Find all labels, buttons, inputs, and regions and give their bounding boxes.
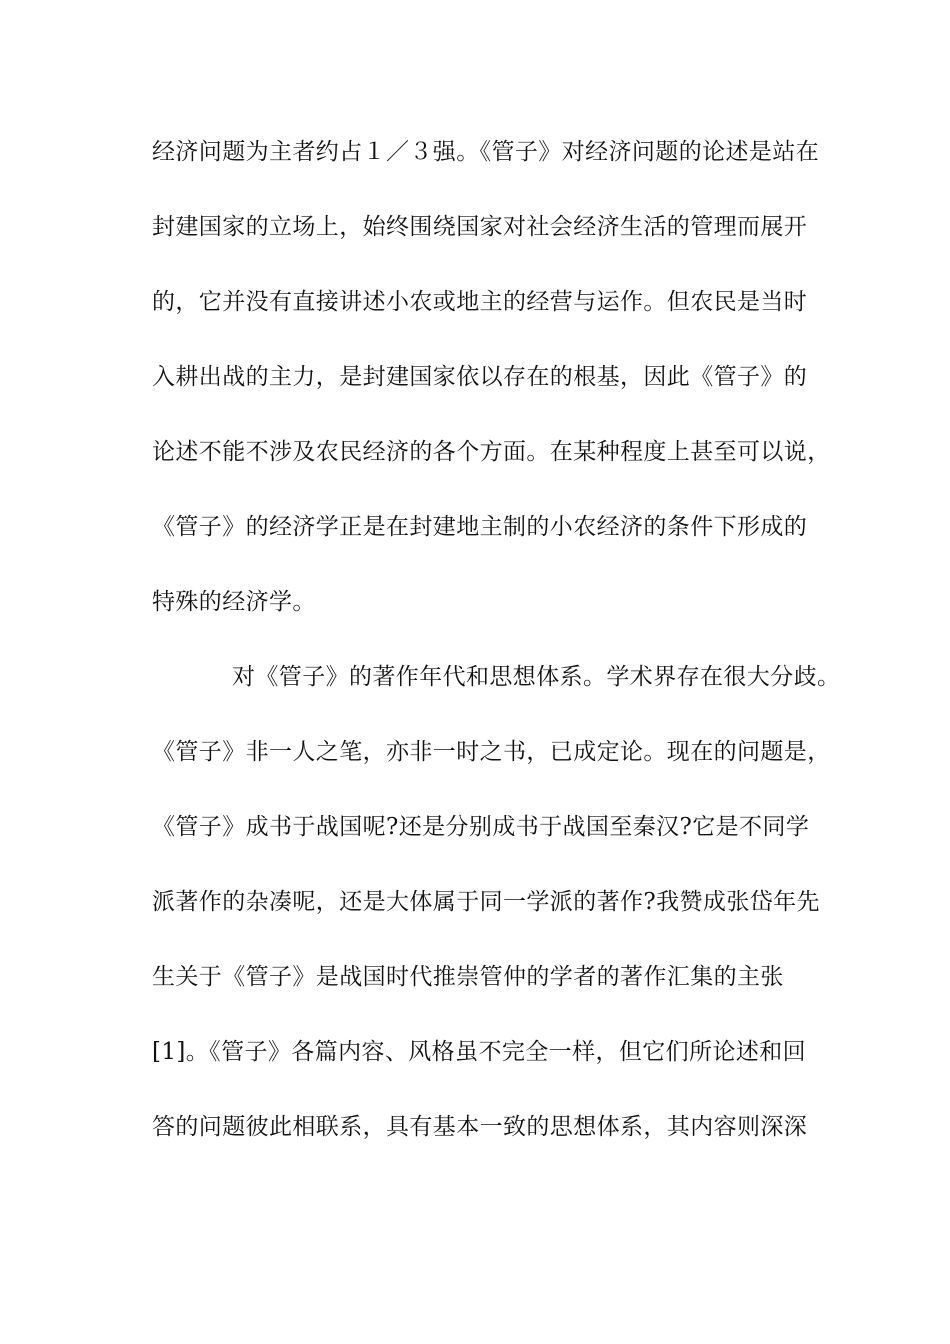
text-line: 特殊的经济学。: [152, 589, 316, 615]
text-line: 《管子》非一人之笔，亦非一时之书，已成定论。现在的问题是，: [152, 739, 831, 765]
text-line: 论述不能不涉及农民经济的各个方面。在某种程度上甚至可以说，: [152, 439, 831, 465]
text-line: [1]。《管子》各篇内容、风格虽不完全一样，但它们所论述和回: [152, 1039, 807, 1065]
text-line: 封建国家的立场上，始终围绕国家对社会经济生活的管理而展开: [152, 214, 808, 240]
text-line: 答的问题彼此相联系，具有基本一致的思想体系，其内容则深深: [152, 1114, 808, 1140]
text-line: 经济问题为主者约占１／３强。《管子》对经济问题的论述是站在: [152, 139, 820, 165]
text-line: 入耕出战的主力，是封建国家依以存在的根基，因此《管子》的: [152, 364, 808, 390]
text-line: 生关于《管子》是战国时代推崇管仲的学者的著作汇集的主张: [152, 964, 784, 990]
text-line: 的，它并没有直接讲述小农或地主的经营与运作。但农民是当时: [152, 289, 808, 315]
text-line: 《管子》的经济学正是在封建地主制的小农经济的条件下形成的: [152, 514, 808, 540]
paragraph-first-line: 对《管子》的著作年代和思想体系。学术界存在很大分歧。: [232, 664, 841, 690]
text-line: 《管子》成书于战国呢?还是分别成书于战国至秦汉?它是不同学: [152, 814, 810, 840]
text-line: 派著作的杂凑呢，还是大体属于同一学派的著作?我赞成张岱年先: [152, 889, 820, 915]
